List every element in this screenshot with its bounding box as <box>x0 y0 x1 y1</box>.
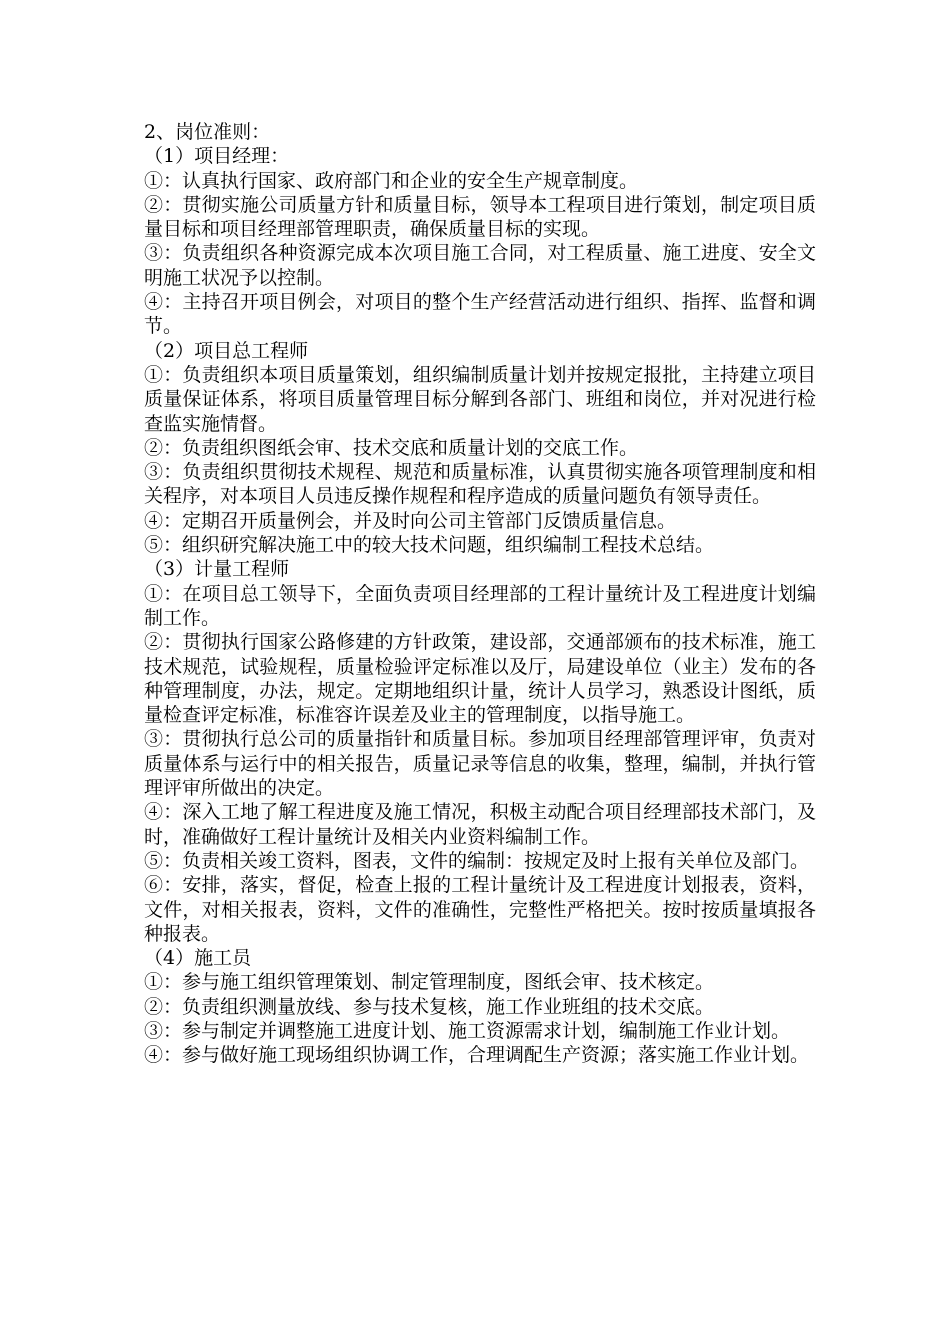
duty-item: ③：负责组织贯彻技术规程、规范和质量标准，认真贯彻实施各项管理制度和相关程序，对本项目人员违反操作规程和程序造成的质量问题负有领导责任。 <box>144 461 816 508</box>
duty-item: ①：负责组织本项目质量策划，组织编制质量计划并按规定报批，主持建立项目质量保证体系，将项目质量管理目标分解到各部门、班组和岗位，并对况进行检查监实施情督。 <box>144 363 816 435</box>
role-heading-construction-worker: （4）施工员 <box>144 947 252 970</box>
duty-item: ③：负责组织各种资源完成本次项目施工合同，对工程质量、施工进度、安全文明施工状况予以控制。 <box>144 242 816 289</box>
duty-item: ②：负责组织测量放线、参与技术复核，施工作业班组的技术交底。 <box>144 995 715 1018</box>
duty-item: ②：负责组织图纸会审、技术交底和质量计划的交底工作。 <box>144 436 639 459</box>
duty-item: ①：在项目总工领导下，全面负责项目经理部的工程计量统计及工程进度计划编制工作。 <box>144 582 816 629</box>
duty-item: ③：贯彻执行总公司的质量指针和质量目标。参加项目经理部管理评审，负责对质量体系与运行中的相关报告，质量记录等信息的收集，整理，编制，并执行管理评审所做出的决定。 <box>144 728 816 800</box>
section-heading: 2、岗位准则： <box>144 121 271 143</box>
document-body <box>144 120 816 1068</box>
duty-item: ⑤：负责相关竣工资料，图表，文件的编制：按规定及时上报有关单位及部门。 <box>144 849 810 872</box>
duty-item: ④：定期召开质量例会，并及时向公司主管部门反馈质量信息。 <box>144 509 677 532</box>
duty-item: ②：贯彻实施公司质量方针和质量目标，领导本工程项目进行策划，制定项目质量目标和项目经理部管理职责，确保质量目标的实现。 <box>144 193 816 241</box>
role-heading-project-manager: （1）项目经理： <box>144 145 290 168</box>
duty-item: ④：深入工地了解工程进度及施工情况，积极主动配合项目经理部技术部门，及时，准确做好工程计量统计及相关内业资料编制工作。 <box>144 801 816 848</box>
duty-item: ⑤：组织研究解决施工中的较大技术问题，组织编制工程技术总结。 <box>144 534 715 557</box>
duty-item: ⑥：安排，落实，督促，检查上报的工程计量统计及工程进度计划报表，资料，文件，对相关报表，资料，文件的准确性，完整性严格把关。按时按质量填报各种报表。 <box>144 874 816 945</box>
role-heading-chief-engineer: （2）项目总工程师 <box>144 339 309 362</box>
role-heading-metering-engineer: （3）计量工程师 <box>144 558 290 581</box>
duty-item: ①：参与施工组织管理策划、制定管理制度，图纸会审、技术核定。 <box>144 971 715 994</box>
duty-item: ②：贯彻执行国家公路修建的方针政策，建设部，交通部颁布的技术标准，施工技术规范，试验规程，质量检验评定标准以及厅，局建设单位（业主）发布的各种管理制度，办法，规定。定期地组织计量，统计人员学习，熟悉设计图纸，质量检查评定标准，标准容许误差及业主的管理制度，以指导施工。 <box>144 631 816 727</box>
duty-item: ④：参与做好施工现场组织协调工作，合理调配生产资源；落实施工作业计划。 <box>144 1044 810 1067</box>
duty-item: ④：主持召开项目例会，对项目的整个生产经营活动进行组织、指挥、监督和调节。 <box>144 291 816 338</box>
duty-item: ①：认真执行国家、政府部门和企业的安全生产规章制度。 <box>144 169 639 192</box>
duty-item: ③：参与制定并调整施工进度计划、施工资源需求计划，编制施工作业计划。 <box>144 1019 791 1042</box>
